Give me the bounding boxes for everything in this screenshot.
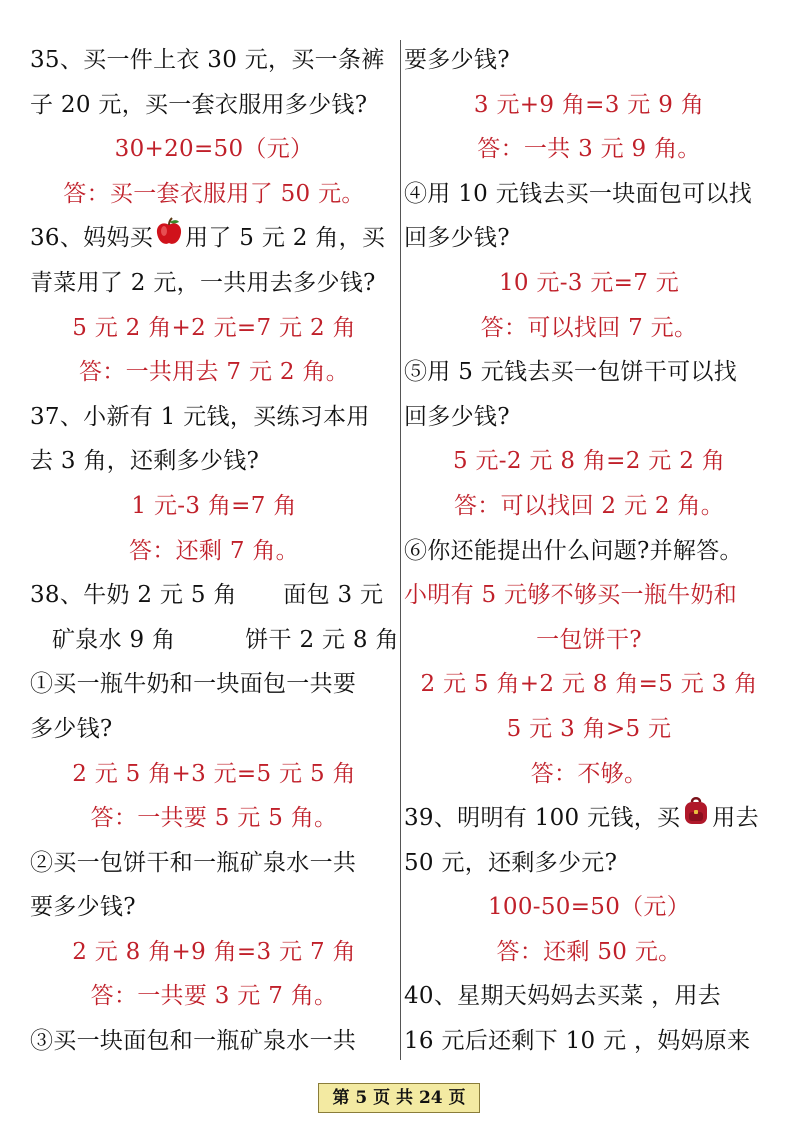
right-line-11 bbox=[404, 484, 774, 529]
apple-icon bbox=[154, 217, 184, 263]
line-text: 2 元 5 角+3 元=5 元 5 角 bbox=[72, 760, 356, 787]
line-text: 5 元 2 角+2 元=7 元 2 角 bbox=[72, 314, 356, 341]
left-line-3 bbox=[30, 127, 398, 172]
line-text: 2 元 8 角+9 角=3 元 7 角 bbox=[72, 938, 356, 965]
left-line-21 bbox=[30, 930, 398, 975]
line-text: ⑤用 5 元钱去买一包饼干可以找 bbox=[404, 359, 738, 386]
left-line-2 bbox=[30, 83, 398, 128]
right-line-17 bbox=[404, 752, 774, 797]
line-text: 37、小新有 1 元钱，买练习本用 bbox=[30, 403, 370, 430]
line-text: 小明有 5 元够不够买一瓶牛奶和 bbox=[404, 582, 738, 609]
right-line-18 bbox=[404, 796, 774, 841]
left-column bbox=[30, 38, 398, 1064]
line-text: 答：一共要 3 元 7 角。 bbox=[90, 983, 338, 1010]
right-line-6 bbox=[404, 261, 774, 306]
line-text: 5 元 3 角>5 元 bbox=[506, 715, 672, 742]
line-text: 1 元-3 角=7 角 bbox=[131, 492, 297, 519]
line-text: 答：可以找回 7 元。 bbox=[480, 314, 698, 341]
line-text: 一包饼干? bbox=[536, 626, 642, 653]
left-line-10 bbox=[30, 439, 398, 484]
left-line-1 bbox=[30, 38, 398, 83]
line-text: 答：可以找回 2 元 2 角。 bbox=[453, 492, 724, 519]
left-line-11 bbox=[30, 484, 398, 529]
line-text: 39、明明有 100 元钱，买 bbox=[404, 805, 681, 832]
column-divider bbox=[400, 40, 401, 1060]
right-line-10 bbox=[404, 439, 774, 484]
line-text: 矿泉水 9 角 饼干 2 元 8 角 bbox=[52, 626, 399, 653]
left-line-12 bbox=[30, 529, 398, 574]
left-line-18 bbox=[30, 796, 398, 841]
line-text: 要多少钱? bbox=[30, 894, 136, 921]
left-line-19 bbox=[30, 841, 398, 886]
right-line-21 bbox=[404, 930, 774, 975]
right-line-20 bbox=[404, 885, 774, 930]
left-line-23 bbox=[30, 1019, 398, 1064]
line-text: 16 元后还剩下 10 元 ，妈妈原来 bbox=[404, 1028, 751, 1055]
line-text: 答：不够。 bbox=[530, 760, 648, 787]
line-text: 去 3 角，还剩多少钱? bbox=[30, 448, 260, 475]
line-text: 要多少钱? bbox=[404, 47, 510, 73]
left-line-20 bbox=[30, 885, 398, 930]
right-line-9 bbox=[404, 395, 774, 440]
line-text: 3 元+9 角=3 元 9 角 bbox=[473, 91, 705, 118]
line-text: 子 20 元，买一套衣服用多少钱? bbox=[30, 91, 368, 118]
right-line-3 bbox=[404, 127, 774, 172]
line-text: 2 元 5 角+2 元 8 角=5 元 3 角 bbox=[420, 671, 758, 698]
left-line-17 bbox=[30, 752, 398, 797]
page-number-footer: 第 5 页 共 24 页 bbox=[318, 1083, 480, 1113]
left-line-5 bbox=[30, 216, 398, 261]
line-text: 回多少钱? bbox=[404, 225, 510, 252]
line-text: 答：一共 3 元 9 角。 bbox=[477, 136, 701, 163]
right-line-1 bbox=[404, 38, 774, 83]
backpack-icon bbox=[681, 796, 711, 842]
line-text-continued: 用去 bbox=[712, 805, 759, 832]
line-text: 多少钱? bbox=[30, 715, 113, 742]
left-line-16 bbox=[30, 707, 398, 752]
right-line-4 bbox=[404, 172, 774, 217]
line-text: 10 元-3 元=7 元 bbox=[498, 269, 680, 296]
right-line-15 bbox=[404, 662, 774, 707]
right-line-13 bbox=[404, 573, 774, 618]
left-line-13 bbox=[30, 573, 398, 618]
line-text: 36、妈妈买 bbox=[30, 225, 154, 252]
line-text: 答：买一套衣服用了 50 元。 bbox=[63, 180, 365, 207]
line-text: ③买一块面包和一瓶矿泉水一共 bbox=[30, 1028, 357, 1055]
right-line-22 bbox=[404, 974, 774, 1019]
line-text: 38、牛奶 2 元 5 角 面包 3 元 bbox=[30, 582, 384, 609]
line-text: 30+20=50（元） bbox=[114, 136, 314, 163]
right-line-5 bbox=[404, 216, 774, 261]
left-line-7 bbox=[30, 306, 398, 351]
line-text: 40、星期天妈妈去买菜 ，用去 bbox=[404, 983, 722, 1010]
right-line-7 bbox=[404, 306, 774, 351]
line-text: 35、买一件上衣 30 元，买一条裤 bbox=[30, 47, 385, 73]
line-text: 答：还剩 50 元。 bbox=[496, 938, 682, 965]
line-text: ④用 10 元钱去买一块面包可以找 bbox=[404, 180, 752, 207]
left-line-22 bbox=[30, 974, 398, 1019]
left-line-8 bbox=[30, 350, 398, 395]
line-text: 50 元，还剩多少元? bbox=[404, 849, 618, 876]
line-text: 青菜用了 2 元，一共用去多少钱? bbox=[30, 269, 376, 296]
line-text: ①买一瓶牛奶和一块面包一共要 bbox=[30, 671, 357, 698]
line-text: 答：一共要 5 元 5 角。 bbox=[90, 805, 338, 832]
line-text-continued: 用了 5 元 2 角，买 bbox=[185, 225, 386, 252]
right-line-23 bbox=[404, 1019, 774, 1064]
line-text: 答：还剩 7 角。 bbox=[129, 537, 299, 564]
left-line-6 bbox=[30, 261, 398, 306]
right-line-19 bbox=[404, 841, 774, 886]
line-text: 答：一共用去 7 元 2 角。 bbox=[78, 359, 349, 386]
line-text: ②买一包饼干和一瓶矿泉水一共 bbox=[30, 849, 357, 876]
right-line-2 bbox=[404, 83, 774, 128]
right-column bbox=[404, 38, 774, 1064]
right-line-12 bbox=[404, 529, 774, 574]
line-text: 回多少钱? bbox=[404, 403, 510, 430]
right-line-16 bbox=[404, 707, 774, 752]
right-line-14 bbox=[404, 618, 774, 663]
right-line-8 bbox=[404, 350, 774, 395]
left-line-15 bbox=[30, 662, 398, 707]
line-text: 5 元-2 元 8 角=2 元 2 角 bbox=[452, 448, 726, 475]
left-line-4 bbox=[30, 172, 398, 217]
line-text: 100-50=50（元） bbox=[487, 894, 691, 921]
left-line-14 bbox=[30, 618, 398, 663]
left-line-9 bbox=[30, 395, 398, 440]
line-text: ⑥你还能提出什么问题?并解答。 bbox=[404, 537, 743, 564]
